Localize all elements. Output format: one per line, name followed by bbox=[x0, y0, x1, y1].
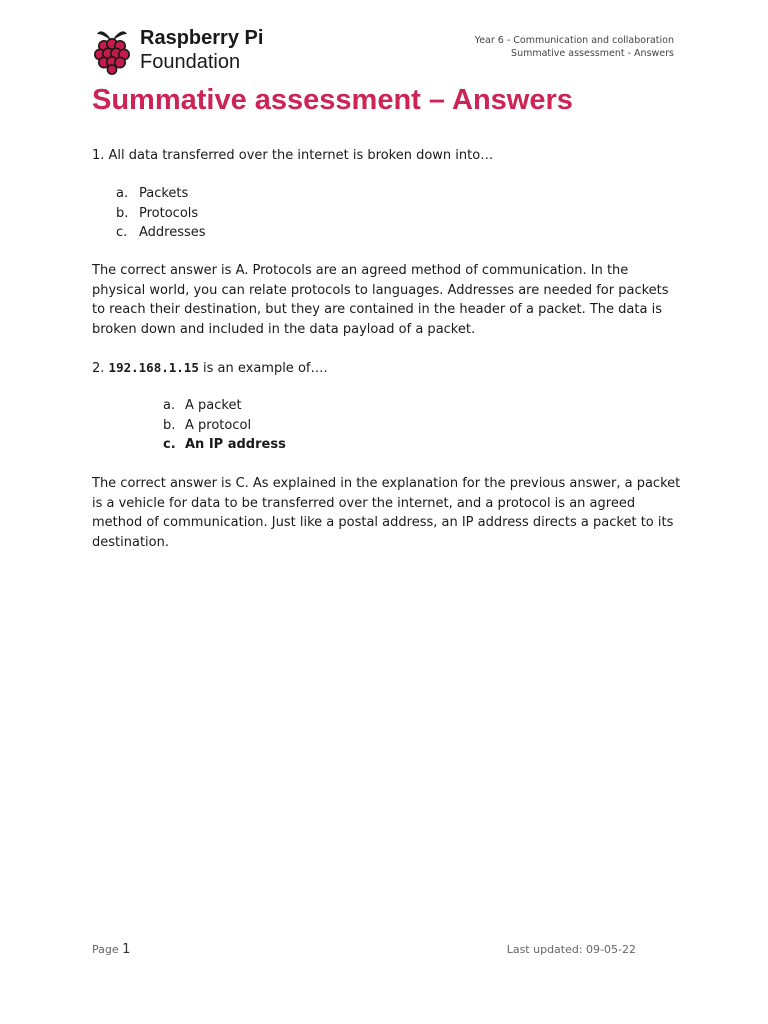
question-2-option-c-correct bbox=[92, 435, 682, 455]
header-doc-line: Summative assessment - Answers bbox=[511, 48, 674, 59]
page-number-value: 1 bbox=[122, 942, 131, 957]
question-2-text bbox=[92, 358, 682, 379]
question-1-option-b bbox=[92, 204, 682, 224]
question-2-option-a bbox=[92, 396, 682, 416]
question-text: is an example of…. bbox=[203, 361, 328, 376]
option-text: An IP address bbox=[185, 437, 286, 452]
question-number: 2. bbox=[92, 361, 105, 376]
question-2-options bbox=[92, 396, 682, 455]
raspberry-pi-foundation-logo bbox=[92, 25, 282, 77]
option-text: Protocols bbox=[139, 205, 199, 221]
option-text: A packet bbox=[185, 398, 242, 413]
option-letter: b. bbox=[116, 205, 129, 221]
question-1-option-c bbox=[92, 223, 682, 243]
option-text: A protocol bbox=[185, 417, 252, 433]
question-1-option-a bbox=[92, 184, 682, 204]
page-label: Page bbox=[92, 943, 119, 956]
option-letter: b. bbox=[163, 417, 176, 433]
option-text: Addresses bbox=[139, 225, 206, 240]
ip-address-code: 192.168.1.15 bbox=[108, 360, 199, 375]
page-number bbox=[92, 942, 130, 957]
question-2-option-b bbox=[92, 416, 682, 436]
question-1-options bbox=[92, 184, 682, 243]
header-course-line: Year 6 - Communication and collaboration bbox=[474, 35, 674, 46]
question-1-text: 1. All data transferred over the internet is broken down into… bbox=[92, 148, 494, 163]
raspberry-logo-icon bbox=[92, 25, 132, 75]
logo-text-raspberry-pi: Raspberry Pi bbox=[140, 27, 264, 49]
option-letter: c. bbox=[163, 437, 176, 452]
option-letter: a. bbox=[163, 398, 176, 413]
option-letter: c. bbox=[116, 225, 128, 240]
logo-text-foundation: Foundation bbox=[140, 51, 241, 73]
last-updated: Last updated: 09-05-22 bbox=[506, 943, 636, 956]
question-2-explanation: The correct answer is C. As explained in the explanation for the previous answer, a packet is a vehicle for data to be transferred over the internet, and a protocol is an agreed method of communication. Just like a postal address, an IP address directs a packet to its destination. bbox=[92, 476, 681, 550]
question-1-explanation: The correct answer is A. Protocols are an agreed method of communication. In the physical world, you can relate protocols to languages. Addresses are needed for packets to reach their destination, but they are contained in the header of a packet. The data is broken down and included in the data payload of a packet. bbox=[92, 263, 669, 337]
option-text: Packets bbox=[139, 186, 189, 201]
page-title: Summative assessment – Answers bbox=[92, 84, 573, 116]
header-meta bbox=[475, 34, 674, 60]
option-letter: a. bbox=[116, 186, 129, 201]
